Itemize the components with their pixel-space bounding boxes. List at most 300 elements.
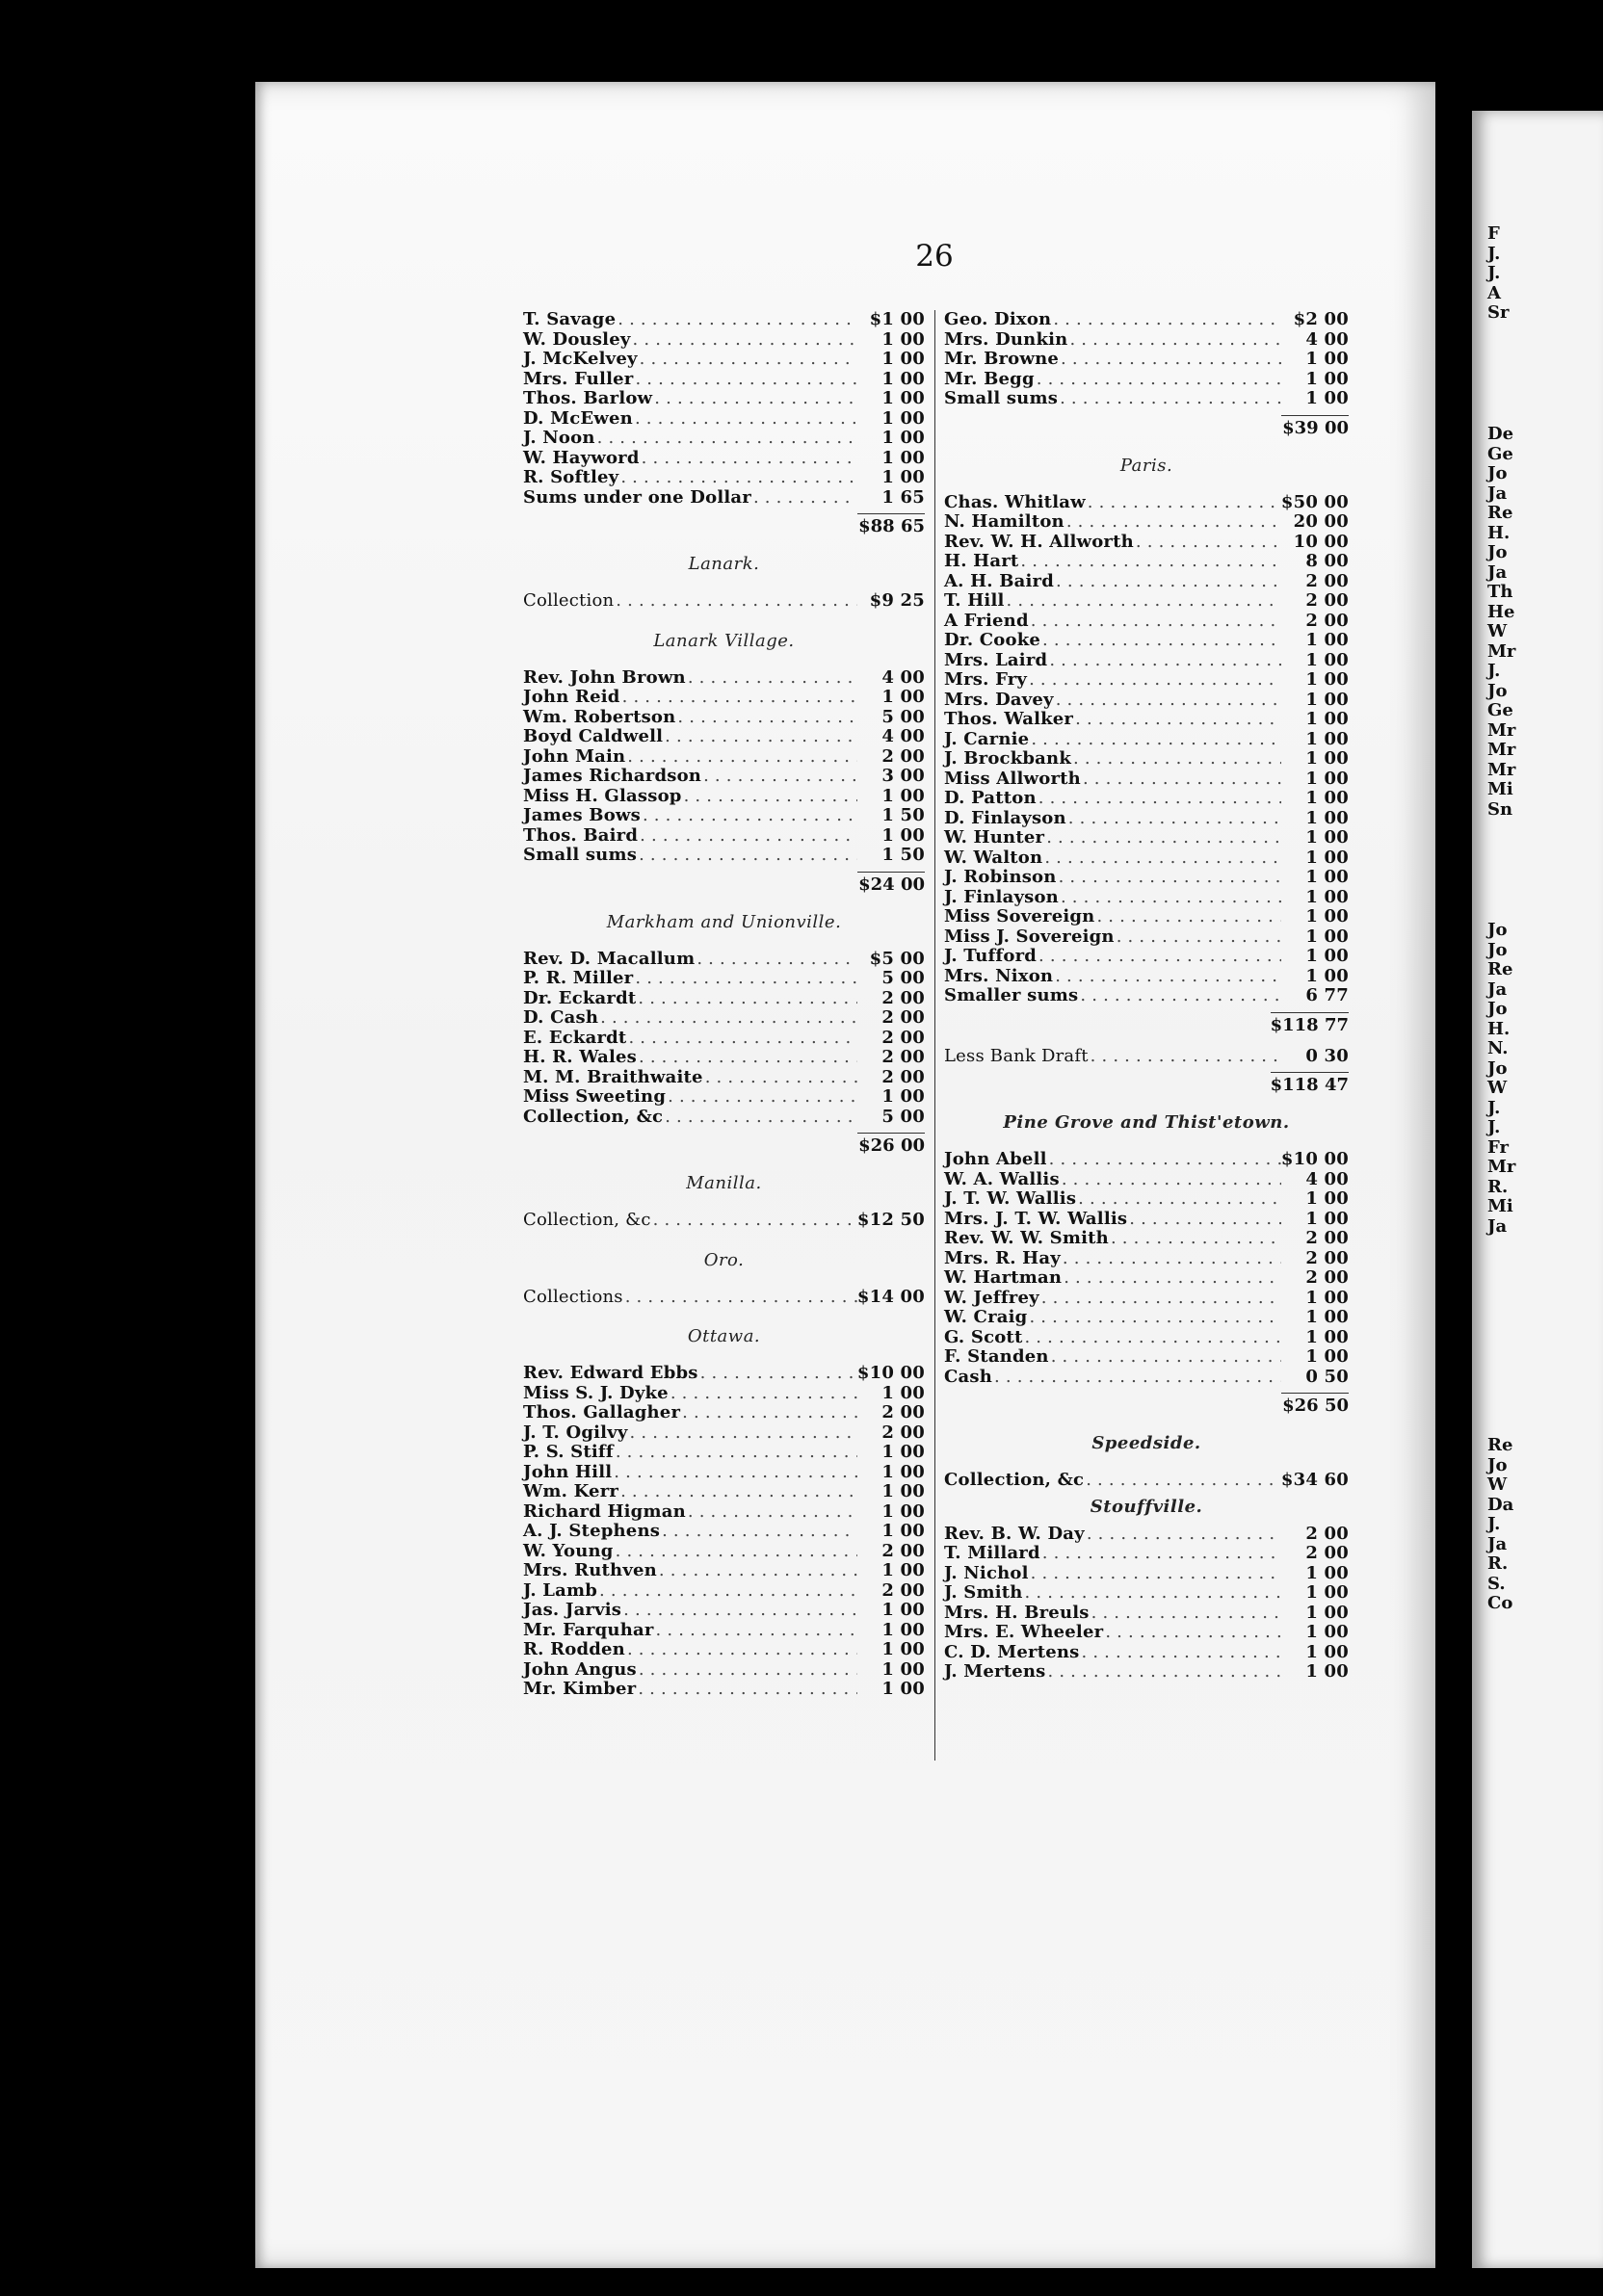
leader-dots	[1047, 651, 1281, 671]
leader-dots	[651, 1211, 857, 1231]
donor-name: M. M. Braithwaite	[523, 1066, 703, 1087]
amount: 4 00	[1305, 328, 1349, 350]
amount: 1 00	[1305, 906, 1349, 926]
ledger-row	[944, 730, 1349, 750]
ledger-row	[944, 967, 1349, 987]
donor-name: A. H. Baird	[944, 570, 1055, 591]
manilla-entries	[523, 1211, 925, 1231]
ledger-row	[944, 1604, 1349, 1624]
amount: 2 00	[1305, 590, 1349, 611]
ledger-row	[944, 350, 1349, 370]
amount: $50 00	[1280, 491, 1349, 512]
ledger-row	[523, 449, 925, 469]
donor-name: J. Finlayson	[944, 886, 1059, 907]
amount: 0 50	[1305, 1366, 1349, 1387]
ledger-row	[523, 727, 925, 747]
amount: $2 00	[1293, 309, 1349, 329]
amount: 2 00	[1305, 1247, 1349, 1268]
donor-name: T. Millard	[944, 1543, 1040, 1563]
next-page-fragment: Ge	[1487, 700, 1513, 720]
subtotal: $39 00	[944, 415, 1349, 436]
ledger-row	[944, 1289, 1349, 1309]
section-heading-lanark-village: Lanark Village.	[653, 630, 795, 651]
leader-dots	[675, 708, 857, 728]
leader-dots	[1062, 1268, 1281, 1289]
section-heading-oro: Oro.	[703, 1249, 745, 1270]
ledger-row	[523, 310, 925, 330]
leader-dots	[660, 1522, 857, 1542]
leader-dots	[1040, 631, 1281, 651]
next-page-fragment: Jo	[1487, 1454, 1508, 1475]
stouffville-entries	[944, 1525, 1349, 1683]
donor-name: Wm. Kerr	[523, 1481, 619, 1501]
next-page-fragment: J.	[1487, 1097, 1501, 1118]
ledger-row	[944, 670, 1349, 691]
amount: 5 00	[881, 1106, 925, 1127]
ledger-row	[944, 310, 1349, 330]
donor-name: Collection, &c	[944, 1470, 1085, 1490]
leader-dots	[1049, 1347, 1281, 1368]
donor-name: Small sums	[944, 388, 1059, 408]
leader-dots	[1046, 1662, 1282, 1683]
amount: 1 65	[881, 486, 925, 508]
donor-name: H. R. Wales	[523, 1047, 637, 1067]
amount: 1 00	[881, 368, 925, 389]
donor-name: Miss J. Sovereign	[944, 926, 1115, 947]
donor-name: Rev. D. Macallum	[523, 948, 696, 969]
amount: 1 00	[881, 328, 925, 350]
amount: 1 00	[1305, 748, 1349, 769]
next-page-fragment: Ja	[1487, 1215, 1508, 1237]
next-page-fragment: De	[1487, 424, 1514, 444]
donor-name: W. Jeffrey	[944, 1287, 1039, 1308]
leader-dots	[1066, 809, 1281, 829]
next-page-fragment: Jo	[1487, 1057, 1508, 1079]
amount: 1 00	[881, 1560, 925, 1580]
leader-dots	[638, 350, 857, 370]
donor-name: C. D. Mertens	[944, 1641, 1080, 1662]
amount: 1 00	[881, 1442, 925, 1462]
ledger-row	[523, 370, 925, 390]
ledger-row	[944, 533, 1349, 553]
next-page-fragment: R.	[1487, 1176, 1509, 1197]
amount: 2 00	[1305, 1543, 1349, 1563]
leader-dots	[1081, 770, 1281, 790]
amount: 1 00	[1305, 926, 1349, 947]
next-page-fragment: J.	[1487, 243, 1501, 264]
leader-dots	[1076, 1189, 1281, 1210]
donor-name: Dr. Eckardt	[523, 987, 637, 1008]
leader-dots	[686, 668, 857, 689]
amount: 1 00	[1305, 349, 1349, 369]
ledger-row	[523, 1680, 925, 1700]
amount: 1 00	[881, 1500, 925, 1522]
donor-name: Miss Sweeting	[523, 1086, 667, 1107]
leader-dots	[682, 787, 857, 807]
ledger-row	[944, 868, 1349, 888]
next-page-edge	[1472, 111, 1603, 2268]
subtotal: $26 50	[944, 1393, 1349, 1414]
donor-name: P. R. Miller	[523, 968, 634, 988]
leader-dots	[1044, 828, 1281, 848]
ledger-row	[523, 708, 925, 728]
donor-name: W. Dousley	[523, 328, 631, 350]
next-page-fragment: W	[1487, 621, 1508, 641]
amount: 1 00	[1305, 867, 1349, 887]
amount: 2 00	[1305, 1228, 1349, 1248]
donor-name: W. Hunter	[944, 827, 1045, 848]
leader-dots	[1053, 967, 1281, 987]
next-page-fragment: Mr	[1487, 740, 1516, 760]
leader-dots	[595, 429, 857, 449]
donor-name: R. Softley	[523, 467, 619, 487]
amount: 5 00	[881, 706, 925, 727]
next-page-fragment: Mi	[1487, 779, 1513, 799]
ledger-row	[944, 789, 1349, 809]
top-entries	[523, 310, 925, 508]
next-page-fragment: Jo	[1487, 939, 1508, 960]
donor-name: W. Walton	[944, 847, 1043, 868]
leader-dots	[1023, 1583, 1281, 1604]
leader-dots	[1061, 1249, 1281, 1269]
next-page-fragment: J.	[1487, 263, 1501, 283]
donor-name: James Richardson	[523, 766, 702, 786]
ledger-row	[523, 846, 925, 866]
ledger-row	[944, 330, 1349, 351]
amount: 5 00	[881, 968, 925, 988]
ledger-row	[523, 1108, 925, 1128]
next-page-fragment: F	[1487, 223, 1500, 244]
amount: 1 00	[1305, 768, 1349, 789]
ledger-row	[523, 409, 925, 430]
donor-name: G. Scott	[944, 1326, 1023, 1347]
ledger-row	[523, 1384, 925, 1404]
leader-dots	[1054, 572, 1281, 592]
amount: 1 00	[881, 349, 925, 369]
amount: 6 77	[1305, 985, 1349, 1005]
amount: 1 00	[881, 447, 925, 468]
amount: 2 00	[881, 1007, 925, 1028]
ledger-row	[944, 986, 1349, 1006]
ledger-row	[523, 488, 925, 509]
amount: 1 00	[881, 407, 925, 429]
donor-name: Mrs. H. Breuls	[944, 1602, 1090, 1623]
amount: $5 00	[869, 948, 925, 969]
amount: 1 00	[881, 1679, 925, 1699]
ledger-row	[523, 1443, 925, 1463]
ledger-row	[523, 468, 925, 488]
next-page-fragment: A	[1487, 282, 1501, 303]
ledger-row	[523, 969, 925, 989]
next-page-fragment: Jo	[1487, 999, 1508, 1019]
column-rule	[934, 310, 935, 1761]
donor-name: Sums under one Dollar	[523, 486, 751, 508]
donor-name: P. S. Stiff	[523, 1442, 614, 1462]
donor-name: Jas. Jarvis	[523, 1600, 622, 1620]
amount: 1 00	[881, 1600, 925, 1620]
amount: 1 00	[1305, 1346, 1349, 1367]
donor-name: John Abell	[944, 1149, 1047, 1169]
speedside-entries	[944, 1471, 1349, 1491]
section-heading-speedside: Speedside.	[1091, 1433, 1201, 1453]
next-page-fragment: Sr	[1487, 302, 1510, 323]
ledger-row	[523, 787, 925, 807]
donor-name: Dr. Cooke	[944, 630, 1041, 650]
ledger-row	[523, 429, 925, 449]
subtotal: $88 65	[523, 513, 925, 535]
amount: 1 00	[1305, 1582, 1349, 1603]
amount: 1 00	[881, 1382, 925, 1403]
donor-name: Rev. B. W. Day	[944, 1523, 1085, 1544]
donor-name: J. Mertens	[944, 1661, 1046, 1682]
ledger-row	[944, 651, 1349, 671]
donor-name: Miss H. Glassop	[523, 785, 682, 806]
next-page-fragment: Ge	[1487, 443, 1513, 464]
leader-dots	[703, 1068, 857, 1088]
leader-dots	[657, 1561, 857, 1581]
section-heading-stouffville: Stouffville.	[1090, 1496, 1203, 1517]
leader-dots	[636, 1680, 857, 1700]
amount: 4 00	[881, 666, 925, 688]
leader-dots	[598, 1008, 857, 1029]
section-heading-ottawa: Ottawa.	[687, 1326, 761, 1346]
leader-dots	[1054, 691, 1281, 711]
ledger-row	[523, 989, 925, 1009]
donor-name: W. Hartman	[944, 1267, 1063, 1288]
amount: 1 00	[1305, 965, 1349, 986]
donor-name: F. Standen	[944, 1346, 1049, 1367]
film-border	[0, 0, 1603, 82]
leader-dots	[637, 1660, 857, 1681]
ledger-row	[944, 1623, 1349, 1643]
leader-dots	[1060, 1170, 1281, 1190]
amount: 1 00	[881, 785, 925, 806]
donor-name: Small sums	[523, 845, 638, 865]
leader-dots	[1086, 493, 1281, 513]
amount: $34 60	[1280, 1470, 1349, 1490]
leader-dots	[1085, 1525, 1281, 1545]
amount: 1 00	[1305, 1287, 1349, 1308]
amount: 1 00	[1305, 946, 1349, 966]
donor-name: Wm. Robertson	[523, 706, 676, 727]
amount: $9 25	[869, 590, 925, 611]
subtotal: $24 00	[523, 872, 925, 893]
lanark-village-entries	[523, 668, 925, 866]
next-page-fragment: Fr	[1487, 1136, 1509, 1158]
donor-name: D. Finlayson	[944, 807, 1066, 828]
donor-name: Collections	[523, 1286, 623, 1307]
donor-name: J. T. Ogilvy	[523, 1422, 628, 1443]
amount: 1 00	[881, 1086, 925, 1107]
amount: 1 00	[1305, 827, 1349, 848]
leader-dots	[1042, 848, 1281, 869]
leader-dots	[1022, 1328, 1281, 1348]
leader-dots	[618, 1482, 857, 1502]
ledger-row	[944, 1268, 1349, 1289]
next-page-fragment: Jo	[1487, 680, 1508, 701]
leader-dots	[641, 806, 857, 826]
donor-name: R. Rodden	[523, 1639, 625, 1659]
amount: 10 00	[1293, 531, 1349, 552]
ledger-row	[523, 1522, 925, 1542]
amount: 1 00	[1305, 1602, 1349, 1623]
amount: 2 00	[1305, 610, 1349, 631]
donor-name: E. Eckardt	[523, 1027, 627, 1048]
ledger-row	[944, 1643, 1349, 1663]
leader-dots	[663, 1108, 857, 1128]
leader-dots	[638, 826, 857, 847]
ledger-row	[944, 591, 1349, 612]
leader-dots	[1027, 1308, 1281, 1328]
donor-name: Collection, &c	[523, 1106, 664, 1127]
amount: 1 00	[1305, 709, 1349, 729]
paris-entries	[944, 493, 1349, 1006]
donor-name: Collection, &c	[523, 1210, 651, 1230]
next-page-fragment: Mi	[1487, 1196, 1513, 1216]
leader-dots	[633, 370, 857, 390]
donor-name: Mrs. Fuller	[523, 368, 634, 389]
donor-name: W. A. Wallis	[944, 1168, 1060, 1189]
donor-name: John Main	[523, 745, 626, 767]
leader-dots	[1051, 310, 1281, 330]
amount: 1 00	[881, 1639, 925, 1659]
amount: 2 00	[881, 1402, 925, 1422]
ledger-row	[523, 1502, 925, 1523]
next-page-fragment: W	[1487, 1078, 1508, 1098]
ledger-row	[523, 1364, 925, 1384]
amount: 2 00	[881, 1579, 925, 1601]
amount: 2 00	[881, 1047, 925, 1067]
page-number: 26	[915, 239, 954, 274]
leader-dots	[1134, 533, 1281, 553]
leader-dots	[1040, 1544, 1281, 1564]
donor-name: Mrs. Davey	[944, 689, 1054, 710]
next-page-fragment: Th	[1487, 582, 1513, 602]
less-bank-draft-row: Less Bank Draft . . . 0 30	[944, 1047, 1349, 1067]
amount: 1 00	[1305, 728, 1349, 749]
donor-name: T. Hill	[944, 590, 1005, 611]
ledger-row	[523, 1542, 925, 1562]
donor-name: Miss Sovereign	[944, 906, 1095, 926]
leader-dots	[1078, 986, 1281, 1006]
donor-name: J. T. W. Wallis	[944, 1188, 1077, 1209]
donor-name: T. Savage	[523, 309, 617, 329]
ledger-row	[523, 1211, 925, 1231]
ledger-row	[523, 1660, 925, 1681]
amount: 1 00	[881, 388, 925, 408]
right-column	[944, 310, 1349, 1683]
leader-dots	[1080, 1643, 1282, 1663]
leader-dots	[669, 1384, 857, 1404]
amount: 1 00	[881, 687, 925, 707]
donor-name: Miss S. J. Dyke	[523, 1382, 669, 1403]
amount: 1 00	[1305, 847, 1349, 868]
leader-dots	[612, 1463, 857, 1483]
donor-name: Smaller sums	[944, 985, 1079, 1005]
next-page-fragment: H.	[1487, 522, 1511, 543]
amount: $12 50	[856, 1210, 925, 1230]
leader-dots	[666, 1087, 857, 1108]
ledger-row	[944, 691, 1349, 711]
donor-name: Thos. Gallagher	[523, 1402, 681, 1422]
next-page-fragment: Co	[1487, 1593, 1513, 1613]
ledger-row	[523, 767, 925, 787]
amount: 1 00	[1305, 388, 1349, 408]
donor-name: Chas. Whitlaw	[944, 491, 1086, 512]
leader-dots	[621, 1601, 857, 1621]
ledger-row	[944, 710, 1349, 730]
next-page-fragment: H.	[1487, 1018, 1511, 1039]
donor-name: John Reid	[523, 687, 620, 707]
leader-dots	[1059, 888, 1281, 908]
amount: $14 00	[856, 1286, 925, 1307]
leader-dots	[654, 1621, 857, 1641]
next-page-fragment: Jo	[1487, 463, 1508, 483]
ledger-row	[944, 947, 1349, 967]
next-page-fragment: Mr	[1487, 719, 1516, 741]
ledger-row	[944, 389, 1349, 409]
leader-dots	[614, 1542, 857, 1562]
leader-dots	[1064, 512, 1281, 533]
ledger-row	[944, 1308, 1349, 1328]
ledger-row	[944, 1249, 1349, 1269]
next-page-fragment: J.	[1487, 661, 1501, 681]
donor-name: Thos. Barlow	[523, 388, 653, 408]
donor-name: Mrs. J. T. W. Wallis	[944, 1208, 1128, 1229]
leader-dots	[614, 591, 857, 612]
donor-name: D. McEwen	[523, 407, 633, 429]
leader-dots	[620, 688, 857, 708]
ledger-row	[944, 1662, 1349, 1683]
amount: 2 00	[1305, 1523, 1349, 1544]
donor-name: Mrs. Nixon	[944, 965, 1054, 986]
amount: 4 00	[881, 726, 925, 746]
leader-dots	[597, 1581, 857, 1602]
amount: 1 00	[881, 1521, 925, 1541]
leader-dots	[637, 846, 857, 866]
amount: 1 00	[1305, 1307, 1349, 1327]
ledger-row	[944, 612, 1349, 632]
next-page-fragment: Jo	[1487, 542, 1508, 562]
amount: 3 00	[881, 766, 925, 786]
donor-name: A. J. Stephens	[523, 1521, 661, 1541]
amount: 1 00	[881, 824, 925, 846]
next-page-fragment: Ja	[1487, 561, 1508, 583]
ledger-row	[523, 1403, 925, 1423]
donor-name: D. Cash	[523, 1007, 599, 1028]
donor-name: John Hill	[523, 1461, 613, 1482]
leader-dots	[1037, 947, 1281, 967]
next-page-fragment: J.	[1487, 1514, 1501, 1534]
leader-dots	[626, 1029, 857, 1049]
donor-name: J. Tufford	[944, 946, 1038, 966]
leader-dots	[625, 1640, 857, 1660]
amount: 1 00	[1305, 368, 1349, 389]
donor-name: Miss Allworth	[944, 768, 1081, 789]
ledger-row	[944, 749, 1349, 770]
ledger-row	[523, 350, 925, 370]
leader-dots	[701, 767, 857, 787]
amount: 1 00	[881, 1481, 925, 1501]
ledger-row	[523, 1482, 925, 1502]
amount: 8 00	[1305, 551, 1349, 571]
leader-dots	[1109, 1229, 1281, 1249]
leader-dots	[618, 468, 857, 488]
ledger-row	[944, 1471, 1349, 1491]
amount: 2 00	[881, 1422, 925, 1443]
amount: $10 00	[1280, 1149, 1349, 1169]
ledger-row	[523, 1463, 925, 1483]
